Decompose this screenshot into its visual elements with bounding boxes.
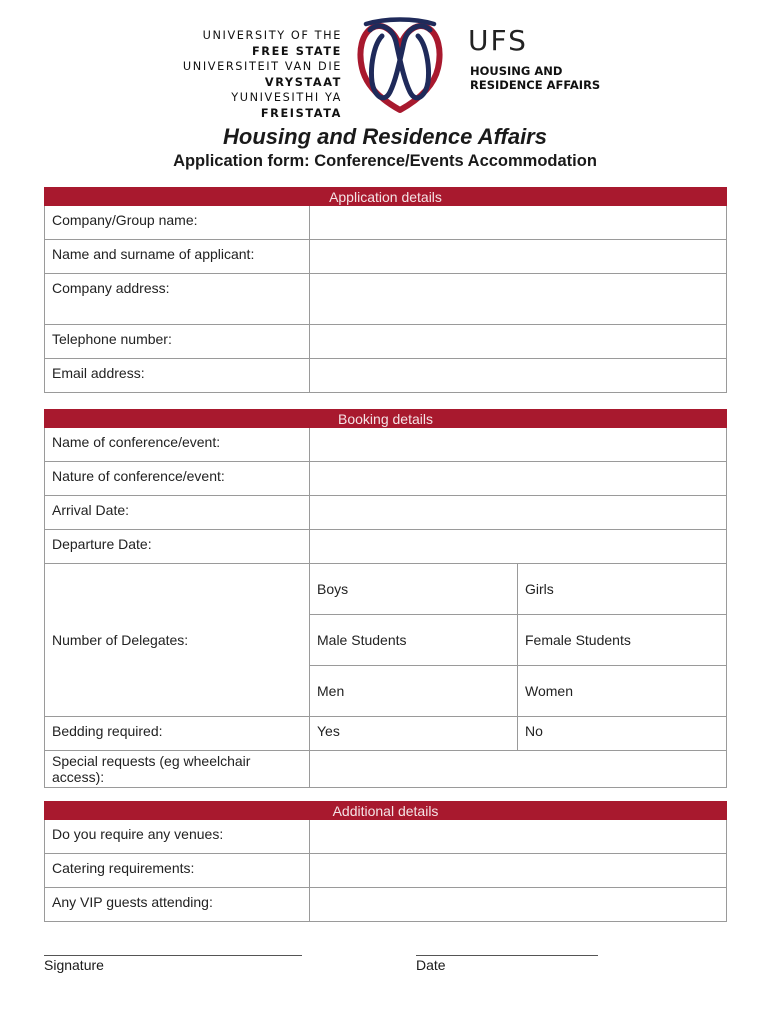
- female-students-field[interactable]: Female Students: [518, 615, 727, 666]
- company-label: Company/Group name:: [45, 206, 310, 240]
- catering-field[interactable]: [310, 854, 727, 888]
- department-name: [470, 64, 600, 92]
- bedding-label: Bedding required:: [45, 717, 310, 751]
- page-subtitle: Application form: Conference/Events Accommodation: [173, 152, 597, 170]
- university-line-4: VRYSTAAT: [264, 75, 342, 89]
- bedding-no-field[interactable]: No: [518, 717, 727, 751]
- university-line-5: YUNIVESITHI YA: [231, 91, 342, 105]
- ufs-wordmark: UFS: [468, 24, 528, 57]
- date-line[interactable]: [416, 955, 598, 956]
- department-line-1: HOUSING AND: [470, 64, 563, 78]
- catering-label: Catering requirements:: [45, 854, 310, 888]
- applicant-name-field[interactable]: [310, 240, 727, 274]
- company-field[interactable]: [310, 206, 727, 240]
- section-header-booking: Booking details: [45, 410, 727, 428]
- section-header-additional: Additional details: [45, 802, 727, 820]
- special-requests-label: Special requests (eg wheelchair access):: [45, 751, 310, 788]
- email-label: Email address:: [45, 359, 310, 393]
- arrival-date-label: Arrival Date:: [45, 496, 310, 530]
- university-line-6: FREISTATA: [260, 106, 342, 120]
- special-requests-field[interactable]: [310, 751, 727, 788]
- university-name: [150, 28, 342, 122]
- vip-field[interactable]: [310, 888, 727, 922]
- page-title: Housing and Residence Affairs: [223, 124, 547, 149]
- ufs-emblem-icon: [352, 16, 448, 116]
- departure-date-field[interactable]: [310, 530, 727, 564]
- conference-nature-field[interactable]: [310, 462, 727, 496]
- section-header-application: Application details: [45, 188, 727, 206]
- telephone-label: Telephone number:: [45, 325, 310, 359]
- venues-label: Do you require any venues:: [45, 820, 310, 854]
- company-address-label: Company address:: [45, 274, 310, 325]
- men-field[interactable]: Men: [310, 666, 518, 717]
- bedding-yes-field[interactable]: Yes: [310, 717, 518, 751]
- departure-date-label: Departure Date:: [45, 530, 310, 564]
- additional-details-table: [44, 801, 727, 922]
- company-address-field[interactable]: [310, 274, 727, 325]
- male-students-field[interactable]: Male Students: [310, 615, 518, 666]
- women-field[interactable]: Women: [518, 666, 727, 717]
- conference-name-field[interactable]: [310, 428, 727, 462]
- signature-label: Signature: [44, 957, 104, 973]
- conference-name-label: Name of conference/event:: [45, 428, 310, 462]
- signature-line[interactable]: [44, 955, 302, 956]
- university-line-1: UNIVERSITY OF THE: [202, 29, 342, 42]
- email-field[interactable]: [310, 359, 727, 393]
- arrival-date-field[interactable]: [310, 496, 727, 530]
- date-label: Date: [416, 957, 446, 973]
- university-line-2: FREE STATE: [251, 44, 342, 58]
- girls-field[interactable]: Girls: [518, 564, 727, 615]
- applicant-name-label: Name and surname of applicant:: [45, 240, 310, 274]
- boys-field[interactable]: Boys: [310, 564, 518, 615]
- conference-nature-label: Nature of conference/event:: [45, 462, 310, 496]
- application-details-table: [44, 187, 727, 393]
- department-line-2: RESIDENCE AFFAIRS: [470, 78, 601, 92]
- venues-field[interactable]: [310, 820, 727, 854]
- booking-details-table: [44, 409, 727, 788]
- university-line-3: UNIVERSITEIT VAN DIE: [182, 60, 342, 74]
- delegates-label: Number of Delegates:: [45, 564, 310, 717]
- vip-label: Any VIP guests attending:: [45, 888, 310, 922]
- telephone-field[interactable]: [310, 325, 727, 359]
